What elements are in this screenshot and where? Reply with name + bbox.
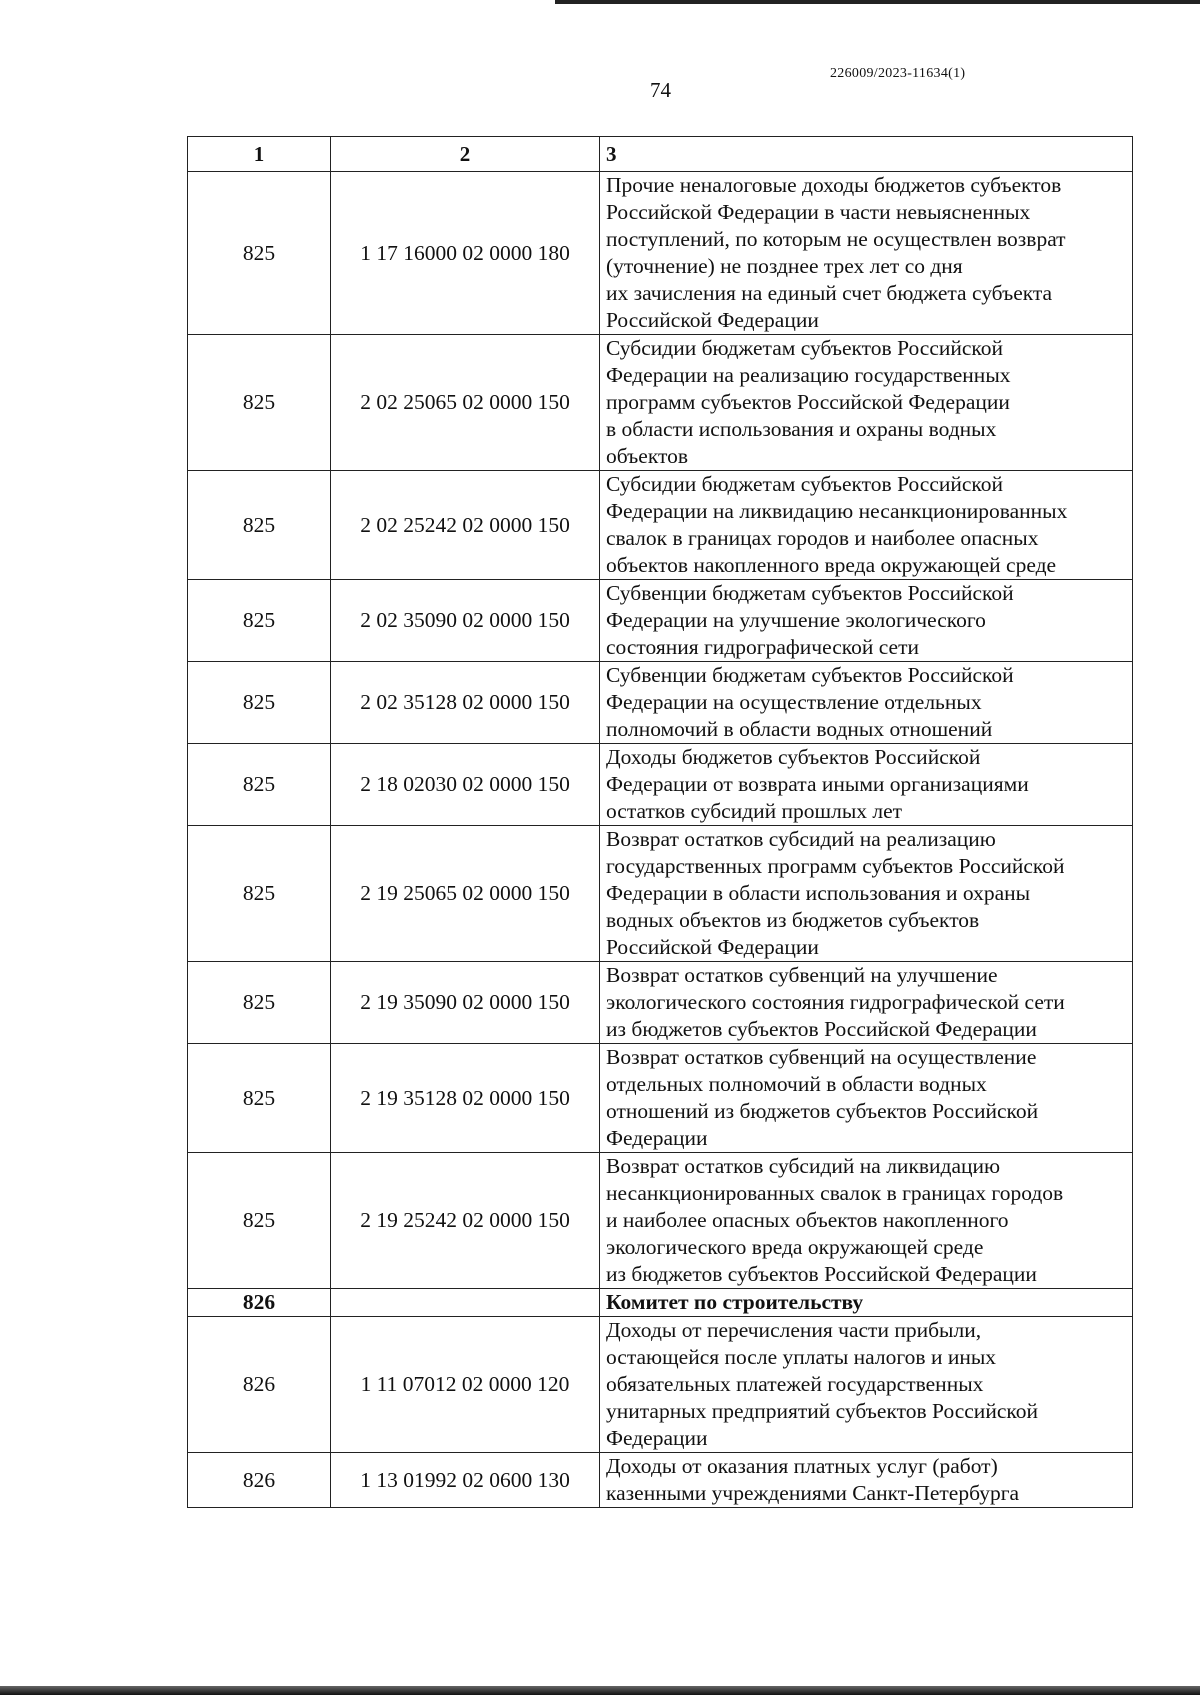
scan-bottom-edge xyxy=(0,1686,1200,1695)
budget-code-cell: 2 18 02030 02 0000 150 xyxy=(331,744,600,826)
description-cell: Субвенции бюджетам субъектов Российской Федерации на улучшение экологического состояния гидрографической сети xyxy=(600,580,1133,662)
description-cell: Возврат остатков субвенций на осуществление отдельных полномочий в области водных отношений из бюджетов субъектов Российской Федерации xyxy=(600,1044,1133,1153)
table-row xyxy=(188,1153,1133,1289)
admin-code-cell: 826 xyxy=(188,1317,331,1453)
admin-code-cell: 825 xyxy=(188,580,331,662)
budget-code-cell: 2 02 35090 02 0000 150 xyxy=(331,580,600,662)
table-row xyxy=(188,335,1133,471)
budget-code-cell: 1 11 07012 02 0000 120 xyxy=(331,1317,600,1453)
budget-code-cell xyxy=(331,1289,600,1317)
admin-code-cell: 825 xyxy=(188,335,331,471)
revenue-codes-table xyxy=(187,136,1133,1508)
budget-code-cell: 2 19 25242 02 0000 150 xyxy=(331,1153,600,1289)
admin-code-cell: 825 xyxy=(188,172,331,335)
description-cell: Доходы от оказания платных услуг (работ) казенными учреждениями Санкт-Петербурга xyxy=(600,1453,1133,1508)
table-row xyxy=(188,471,1133,580)
admin-code-cell: 825 xyxy=(188,1044,331,1153)
budget-code-cell: 2 02 35128 02 0000 150 xyxy=(331,662,600,744)
description-cell: Возврат остатков субсидий на реализацию государственных программ субъектов Российской Федерации в области использования и охраны водных объектов из бюджетов субъектов Российской Федерации xyxy=(600,826,1133,962)
description-cell: Субвенции бюджетам субъектов Российской Федерации на осуществление отдельных полномочий в области водных отношений xyxy=(600,662,1133,744)
column-header-1: 1 xyxy=(188,137,331,172)
description-cell: Возврат остатков субсидий на ликвидацию несанкционированных свалок в границах городов и наиболее опасных объектов накопленного экологического вреда окружающей среде из бюджетов субъектов Российской Федерации xyxy=(600,1153,1133,1289)
table-row xyxy=(188,826,1133,962)
table-row xyxy=(188,580,1133,662)
admin-code-cell: 825 xyxy=(188,744,331,826)
table-row xyxy=(188,1453,1133,1508)
budget-code-cell: 2 19 35090 02 0000 150 xyxy=(331,962,600,1044)
description-cell: Доходы бюджетов субъектов Российской Федерации от возврата иными организациями остатков субсидий прошлых лет xyxy=(600,744,1133,826)
budget-code-cell: 2 02 25242 02 0000 150 xyxy=(331,471,600,580)
budget-code-cell: 2 19 35128 02 0000 150 xyxy=(331,1044,600,1153)
description-cell: Субсидии бюджетам субъектов Российской Федерации на реализацию государственных программ субъектов Российской Федерации в области использования и охраны водных объектов xyxy=(600,335,1133,471)
table-row xyxy=(188,1317,1133,1453)
admin-code-cell: 825 xyxy=(188,662,331,744)
table-row xyxy=(188,172,1133,335)
table-row xyxy=(188,1044,1133,1153)
column-header-2: 2 xyxy=(331,137,600,172)
description-cell: Возврат остатков субвенций на улучшение экологического состояния гидрографической сети из бюджетов субъектов Российской Федерации xyxy=(600,962,1133,1044)
description-cell: Прочие неналоговые доходы бюджетов субъектов Российской Федерации в части невыясненных поступлений, по которым не осуществлен возврат (уточнение) не позднее трех лет со дня их зачисления на единый счет бюджета субъекта Российской Федерации xyxy=(600,172,1133,335)
admin-code-cell: 826 xyxy=(188,1453,331,1508)
section-header-row xyxy=(188,1289,1133,1317)
description-cell: Доходы от перечисления части прибыли, остающейся после уплаты налогов и иных обязательных платежей государственных унитарных предприятий субъектов Российской Федерации xyxy=(600,1317,1133,1453)
admin-code-cell: 825 xyxy=(188,1153,331,1289)
scan-top-edge xyxy=(555,0,1200,4)
document-id: 226009/2023-11634(1) xyxy=(830,66,966,81)
table-row xyxy=(188,662,1133,744)
table-row xyxy=(188,962,1133,1044)
section-title-cell: Комитет по строительству xyxy=(600,1289,1133,1317)
admin-code-cell: 825 xyxy=(188,962,331,1044)
table-header-row xyxy=(188,137,1133,172)
table-row xyxy=(188,744,1133,826)
budget-code-cell: 2 02 25065 02 0000 150 xyxy=(331,335,600,471)
budget-code-cell: 1 13 01992 02 0600 130 xyxy=(331,1453,600,1508)
column-header-3: 3 xyxy=(600,137,1133,172)
budget-code-cell: 2 19 25065 02 0000 150 xyxy=(331,826,600,962)
page-number: 74 xyxy=(650,78,671,102)
admin-code-cell: 825 xyxy=(188,826,331,962)
budget-code-cell: 1 17 16000 02 0000 180 xyxy=(331,172,600,335)
description-cell: Субсидии бюджетам субъектов Российской Федерации на ликвидацию несанкционированных свалок в границах городов и наиболее опасных объектов накопленного вреда окружающей среде xyxy=(600,471,1133,580)
admin-code-cell: 825 xyxy=(188,471,331,580)
admin-code-cell: 826 xyxy=(188,1289,331,1317)
